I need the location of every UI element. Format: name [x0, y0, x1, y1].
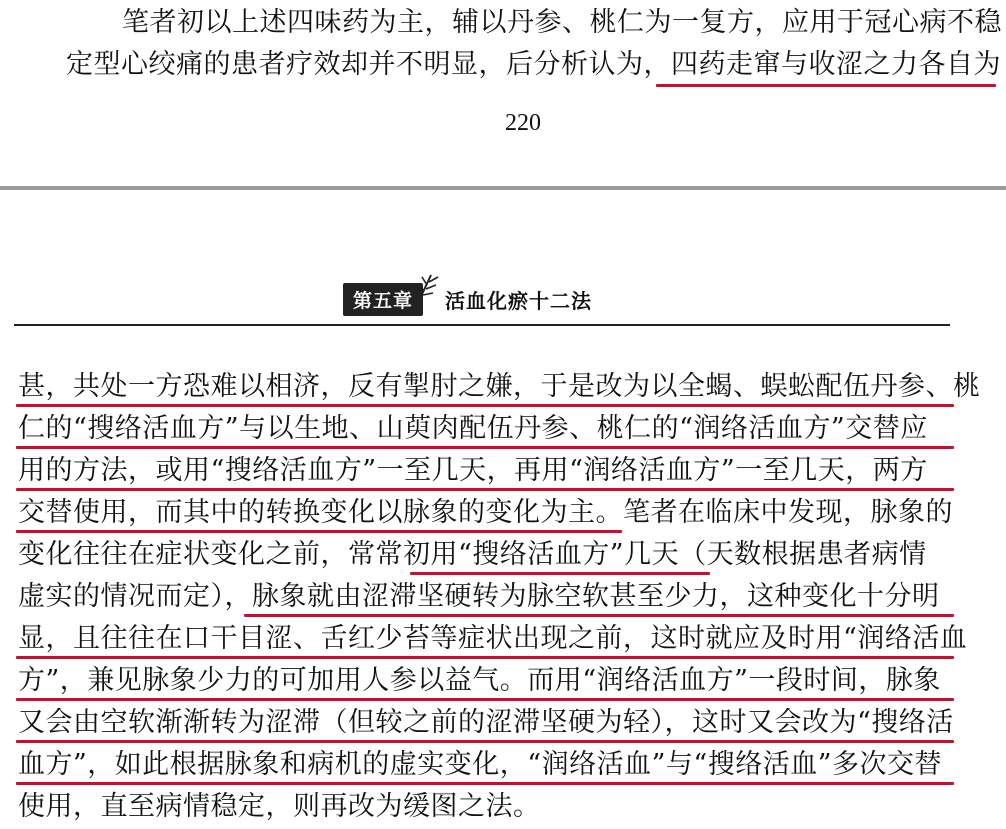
chapter-badge-label: 第五章: [353, 289, 414, 312]
text-line-top-2: 定型心绞痛的患者疗效却并不明显，后分析认为，四药走窜与收涩之力各自为: [66, 49, 1001, 80]
red-underline: [16, 530, 622, 533]
body-line: 血方”，如此根据脉象和病机的虚实变化，“润络活血”与“搜络活血”多次交替: [18, 749, 943, 780]
chapter-rule: [14, 324, 950, 326]
feather-icon: [413, 271, 439, 307]
red-underline: [244, 614, 954, 617]
red-underline: [16, 656, 954, 659]
body-line: 方”，兼见脉象少力的可加用人参以益气。而用“润络活血方”一段时间，脉象: [18, 665, 941, 696]
red-underline: [16, 698, 954, 701]
page-number: 220: [505, 110, 541, 136]
text-line-top-1: 笔者初以上述四味药为主，辅以丹参、桃仁为一复方，应用于冠心病不稳: [122, 7, 1002, 38]
red-underline: [16, 782, 954, 785]
body-line: 甚，共处一方恐难以相济，反有掣肘之嫌，于是改为以全蝎、蜈蚣配伍丹参、桃: [18, 371, 981, 402]
chapter-title: 活血化瘀十二法: [445, 288, 593, 313]
red-underline: [656, 84, 996, 87]
body-line: 用的方法，或用“搜络活血方”一至几天，再用“润络活血方”一至几天，两方: [18, 455, 928, 486]
body-line: 又会由空软渐渐转为涩滞（但较之前的涩滞坚硬为轻），这时又会改为“搜络活: [18, 707, 954, 738]
body-line: 仁的“搜络活血方”与以生地、山萸肉配伍丹参、桃仁的“润络活血方”交替应: [18, 413, 928, 444]
body-line: 变化往往在症状变化之前，常常初用“搜络活血方”几天（天数根据患者病情: [18, 539, 927, 570]
red-underline: [16, 446, 954, 449]
body-line: 使用，直至病情稳定，则再改为缓图之法。: [18, 791, 541, 822]
body-line: 虚实的情况而定），脉象就由涩滞坚硬转为脉空软甚至少力，这种变化十分明: [18, 581, 940, 612]
page-divider: [0, 186, 1006, 190]
red-underline: [16, 488, 954, 491]
body-line: 交替使用，而其中的转换变化以脉象的变化为主。笔者在临床中发现，脉象的: [18, 497, 953, 528]
red-underline: [16, 740, 954, 743]
chapter-badge: [343, 283, 423, 316]
red-underline: [16, 404, 954, 407]
chapter-header: [343, 282, 592, 316]
red-underline: [410, 572, 710, 575]
body-line: 显，且往往在口干目涩、舌红少苔等症状出现之前，这时就应及时用“润络活血: [18, 623, 968, 654]
